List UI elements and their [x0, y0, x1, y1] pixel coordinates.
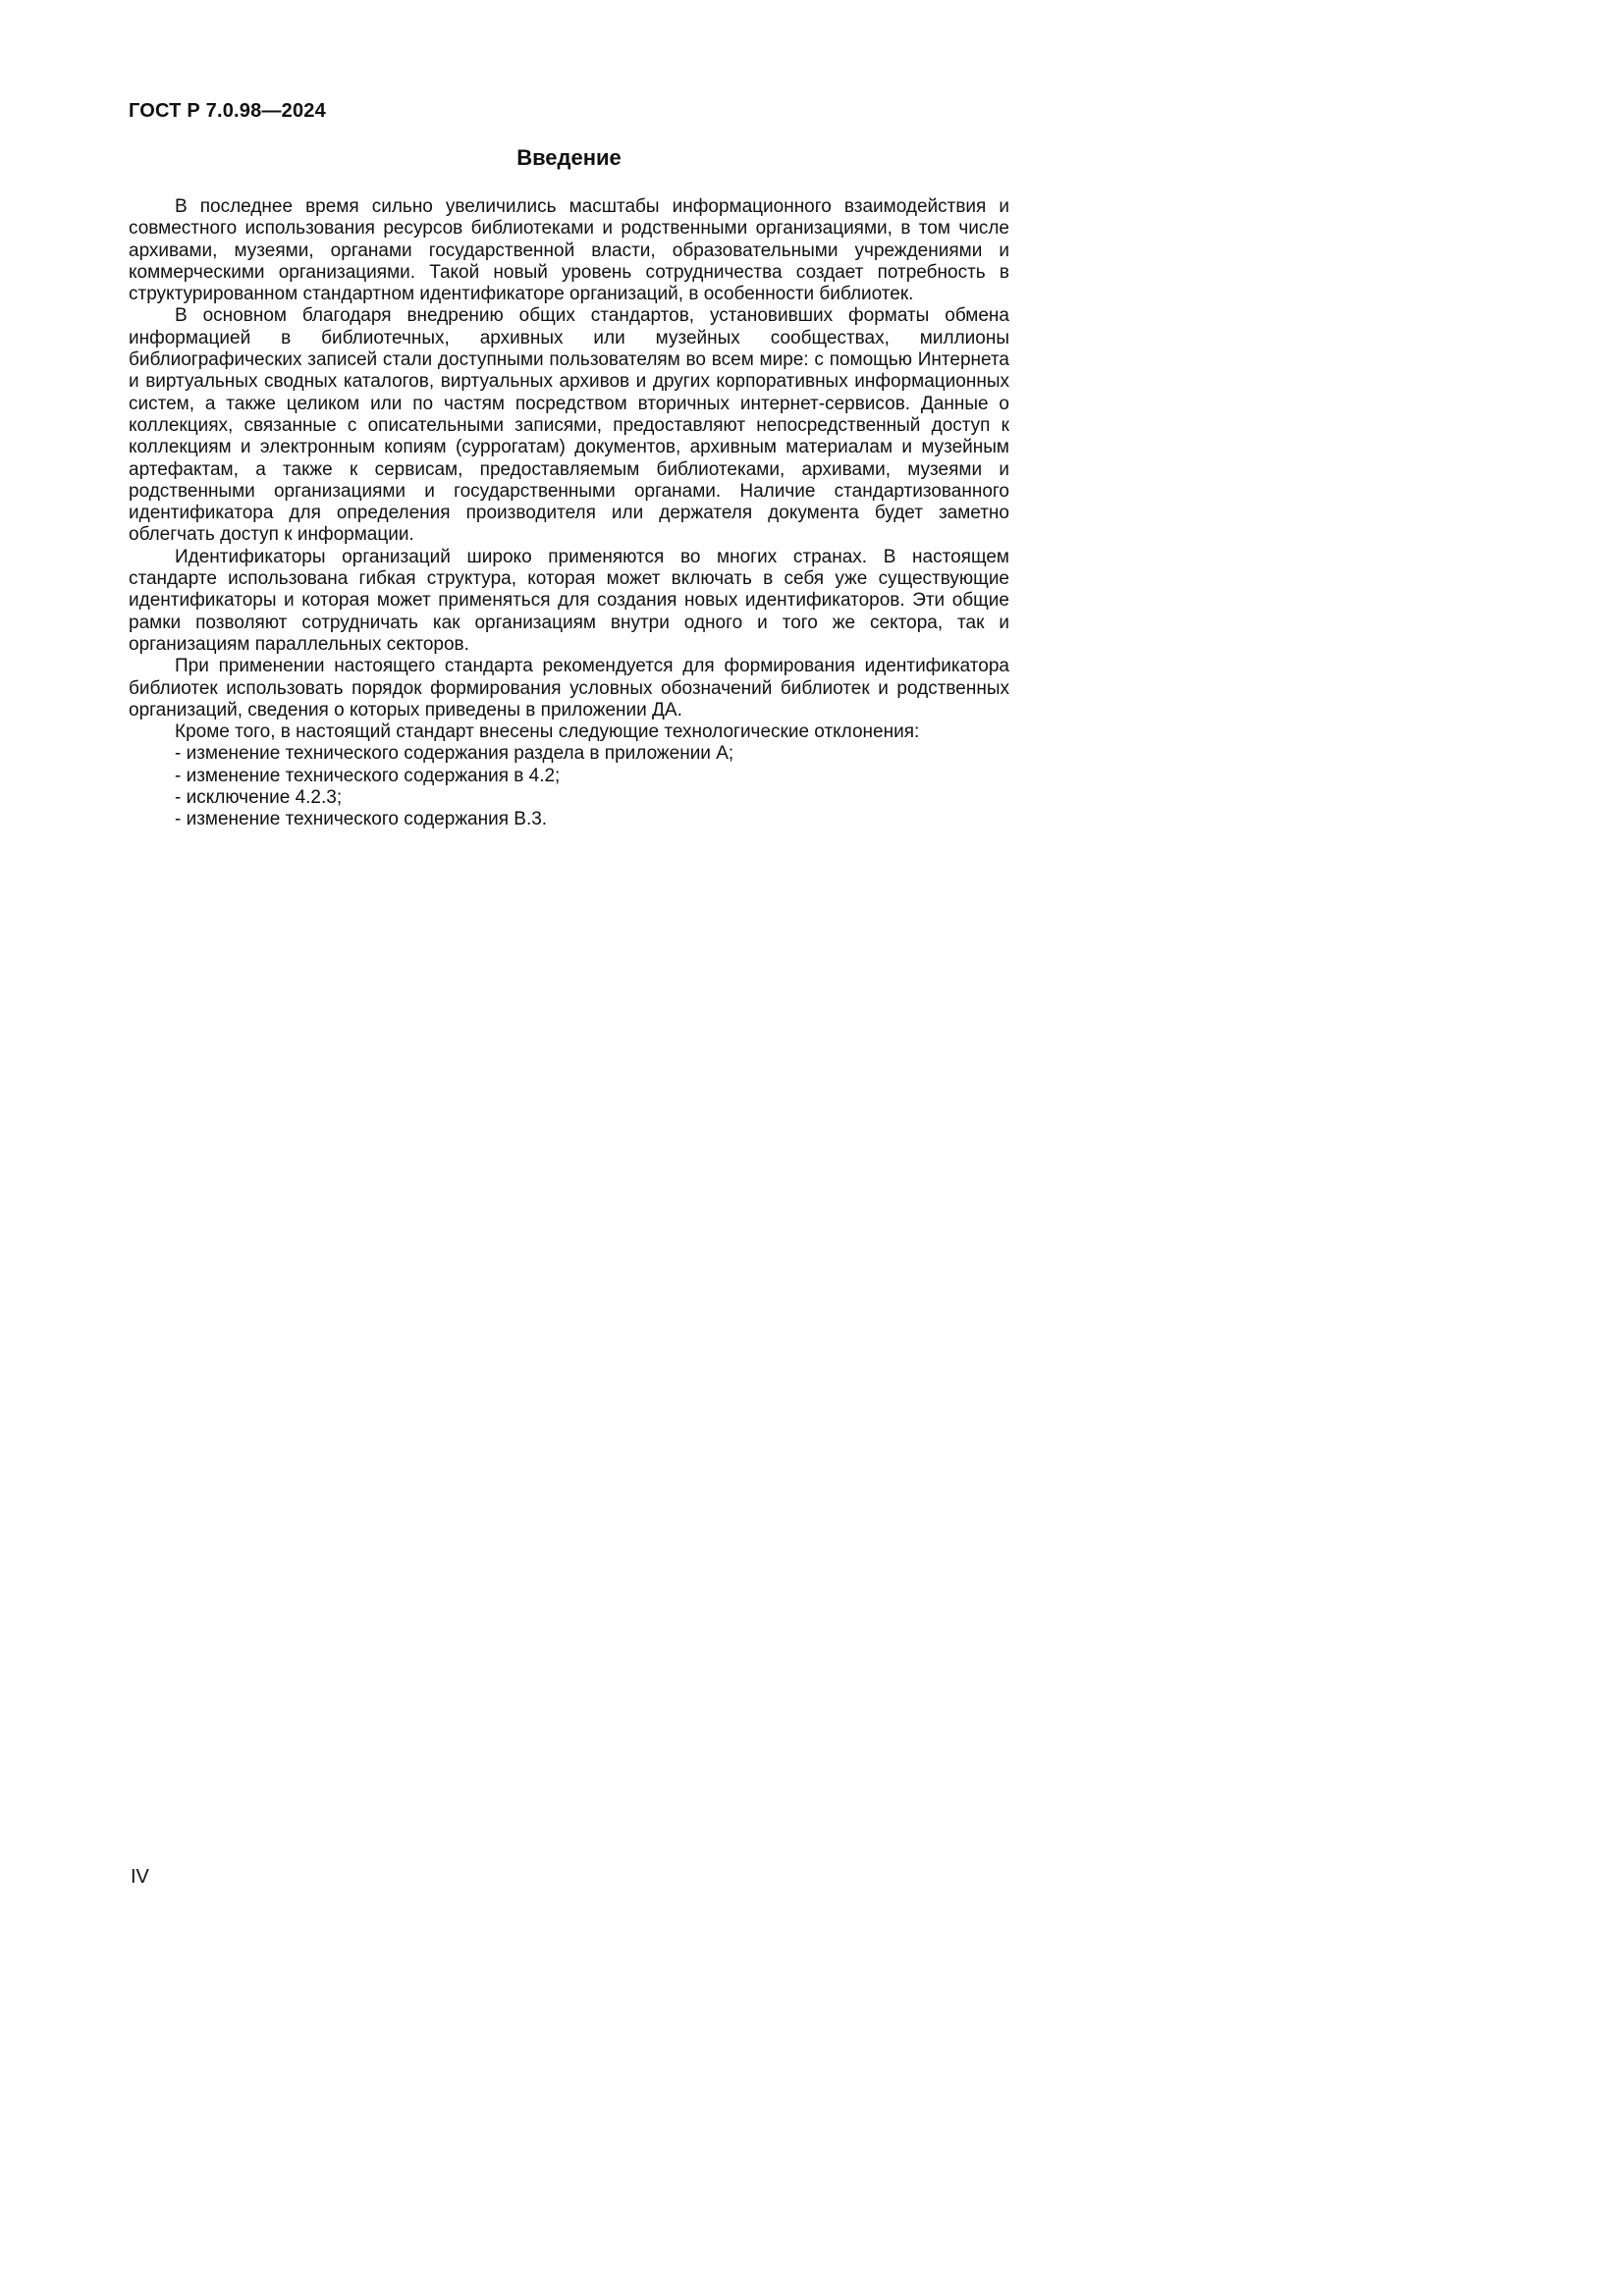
- paragraph: Идентификаторы организаций широко применяются во многих странах. В настоящем стандарте использована гибкая структура, которая может включать в себя уже существующие идентификаторы и которая может применяться для создания новых идентификаторов. Эти общие рамки позволяют сотрудничать как организациям внутри одного и того же сектора, так и организациям параллельных секторов.: [129, 546, 1009, 655]
- paragraph: Кроме того, в настоящий стандарт внесены следующие технологические отклонения:: [175, 721, 920, 743]
- document-code-header: ГОСТ Р 7.0.98—2024: [129, 100, 326, 122]
- paragraph: В последнее время сильно увеличились масштабы информационного взаимодействия и совместного использования ресурсов библиотеками и родственными организациями, в том числе архивами, музеями, органами государственной власти, образовательными учреждениями и коммерческими организациями. Такой новый уровень сотрудничества создает потребность в структурированном стандартном идентификаторе организаций, в особенности библиотек.: [129, 196, 1009, 305]
- paragraph: В основном благодаря внедрению общих стандартов, установивших форматы обмена информацией в библиотечных, архивных или музейных сообществах, миллионы библиографических записей стали доступными пользователям во всем мире: с помощью Интернета и виртуальных сводных каталогов, виртуальных архивов и других корпоративных информационных систем, а также целиком или по частям посредством вторичных интернет-сервисов. Данные о коллекциях, связанные с описательными записями, предоставляют непосредственный доступ к коллекциям и электронным копиям (суррогатам) документов, архивным материалам и музейным артефактам, а также к сервисам, предоставляемым библиотеками, архивами, музеями и родственными организациями и государственными органами. Наличие стандартизованного идентификатора для определения производителя или держателя документа будет заметно облегчать доступ к информации.: [129, 305, 1009, 546]
- deviations-list: [129, 743, 1009, 830]
- list-item: - изменение технического содержания в 4.2;: [175, 765, 561, 786]
- page-number: IV: [131, 1866, 149, 1888]
- list-item: - исключение 4.2.3;: [175, 787, 343, 809]
- list-item: - изменение технического содержания В.3.: [175, 809, 548, 830]
- paragraph: При применении настоящего стандарта рекомендуется для формирования идентификатора библиотек использовать порядок формирования условных обозначений библиотек и родственных организаций, сведения о которых приведены в приложении ДА.: [129, 656, 1009, 721]
- document-body: [129, 145, 1009, 831]
- section-title: Введение: [516, 145, 622, 170]
- list-item: - изменение технического содержания раздела в приложении А;: [175, 743, 734, 765]
